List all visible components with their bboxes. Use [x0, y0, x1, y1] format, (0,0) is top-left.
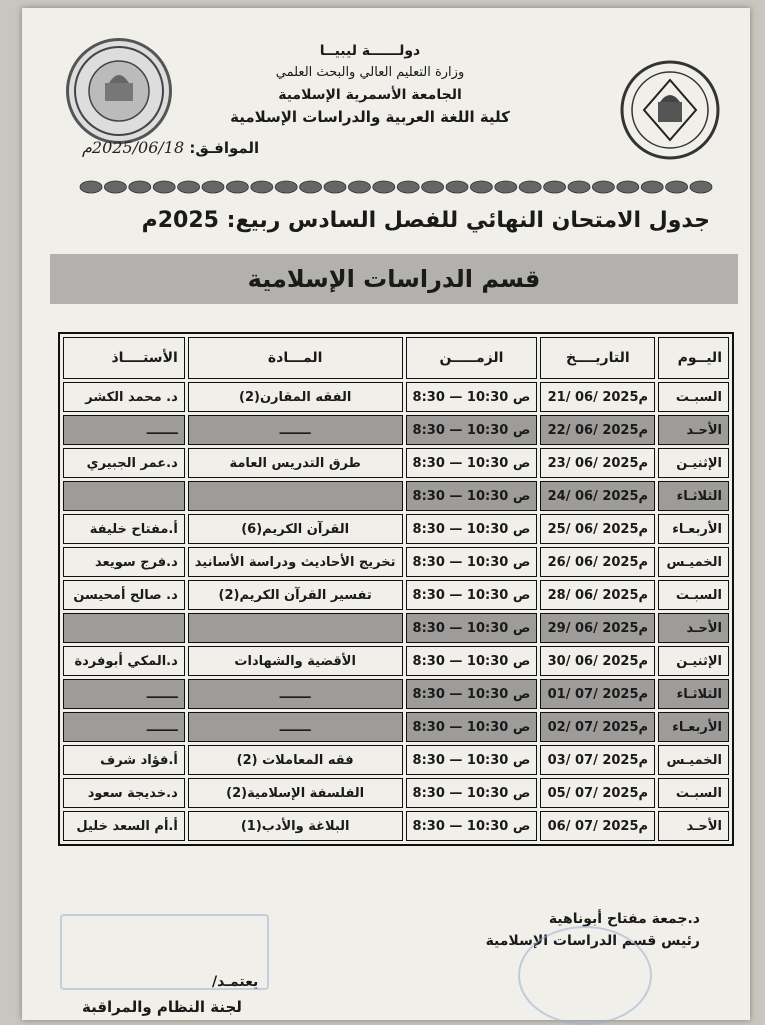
cell-day: الأحـد: [658, 811, 729, 841]
divider-oval: [690, 181, 712, 193]
divider-oval: [275, 181, 297, 193]
cell-time: 8:30 — 10:30 ص: [406, 415, 538, 445]
table-row: [63, 382, 729, 412]
cell-teacher: ـــــــ: [63, 712, 185, 742]
header-subject: المـــادة: [188, 337, 403, 379]
cell-date: 23/ 06/ 2025م: [540, 448, 655, 478]
college-logo: [66, 38, 172, 144]
table-row: [63, 481, 729, 511]
cell-date: 03/ 07/ 2025م: [540, 745, 655, 775]
approval-label: يعتمـد/: [212, 974, 259, 990]
table-row: [63, 415, 729, 445]
official-stamp-round: [518, 926, 652, 1025]
cell-day: الثلاثـاء: [658, 679, 729, 709]
divider-oval: [470, 181, 492, 193]
cell-time: 8:30 — 10:30 ص: [406, 382, 538, 412]
divider-oval: [446, 181, 468, 193]
divider-oval: [544, 181, 566, 193]
cell-time: 8:30 — 10:30 ص: [406, 646, 538, 676]
cell-day: الأربعـاء: [658, 712, 729, 742]
cell-date: 02/ 07/ 2025م: [540, 712, 655, 742]
divider-oval: [568, 181, 590, 193]
cell-subject: القرآن الكريم(6): [188, 514, 403, 544]
cell-date: 29/ 06/ 2025م: [540, 613, 655, 643]
divider-oval: [373, 181, 395, 193]
cell-date: 28/ 06/ 2025م: [540, 580, 655, 610]
cell-day: السبـت: [658, 382, 729, 412]
header-teacher: الأستــــاذ: [63, 337, 185, 379]
cell-date: 26/ 06/ 2025م: [540, 547, 655, 577]
cell-subject: ـــــــ: [188, 415, 403, 445]
cell-date: 25/ 06/ 2025م: [540, 514, 655, 544]
cell-teacher: د.خديجة سعود: [63, 778, 185, 808]
decorative-divider: [77, 176, 717, 198]
cell-day: الخميـس: [658, 547, 729, 577]
header-time: الزمـــــن: [406, 337, 538, 379]
cell-teacher: أ.مفتاح خليفة: [63, 514, 185, 544]
cell-subject: ـــــــ: [188, 712, 403, 742]
cell-teacher: [63, 481, 185, 511]
table-header-row: [63, 337, 729, 379]
college-name: كلية اللغة العربية والدراسات الإسلامية: [230, 108, 510, 126]
cell-date: 01/ 07/ 2025م: [540, 679, 655, 709]
divider-oval: [422, 181, 444, 193]
cell-teacher: د.فرج سويعد: [63, 547, 185, 577]
cell-time: 8:30 — 10:30 ص: [406, 778, 538, 808]
cell-date: 21/ 06/ 2025م: [540, 382, 655, 412]
cell-subject: ـــــــ: [188, 679, 403, 709]
cell-time: 8:30 — 10:30 ص: [406, 811, 538, 841]
divider-oval: [202, 181, 224, 193]
cell-day: الأحـد: [658, 415, 729, 445]
cell-time: 8:30 — 10:30 ص: [406, 448, 538, 478]
department-banner: قسم الدراسات الإسلامية: [50, 254, 738, 304]
cell-teacher: د.المكي أبوفردة: [63, 646, 185, 676]
cell-subject: الفلسفة الإسلامية(2): [188, 778, 403, 808]
exam-title: جدول الامتحان النهائي للفصل السادس ربيع: 2025م: [141, 208, 710, 233]
cell-date: 05/ 07/ 2025م: [540, 778, 655, 808]
cell-time: 8:30 — 10:30 ص: [406, 613, 538, 643]
table-row: [63, 448, 729, 478]
table-row: [63, 745, 729, 775]
cell-date: 24/ 06/ 2025م: [540, 481, 655, 511]
cell-subject: الفقه المقارن(2): [188, 382, 403, 412]
divider-oval: [592, 181, 614, 193]
cell-day: الأحـد: [658, 613, 729, 643]
header-day: اليــوم: [658, 337, 729, 379]
table-row: [63, 811, 729, 841]
cell-day: السبـت: [658, 778, 729, 808]
table-row: [63, 778, 729, 808]
header-date: التاريــــخ: [540, 337, 655, 379]
cell-time: 8:30 — 10:30 ص: [406, 679, 538, 709]
cell-date: 06/ 07/ 2025م: [540, 811, 655, 841]
cell-subject: [188, 481, 403, 511]
cell-teacher: د. صالح أمحيسن: [63, 580, 185, 610]
date-label: الموافـق:: [189, 139, 260, 157]
cell-time: 8:30 — 10:30 ص: [406, 745, 538, 775]
cell-teacher: أ.أم السعد خليل: [63, 811, 185, 841]
cell-date: 30/ 06/ 2025م: [540, 646, 655, 676]
cell-day: الثلاثـاء: [658, 481, 729, 511]
divider-oval: [617, 181, 639, 193]
date-value: 2025/06/18م: [82, 138, 185, 157]
cell-day: الإثنيـن: [658, 646, 729, 676]
table-row: [63, 580, 729, 610]
divider-oval: [348, 181, 370, 193]
cell-day: الأربعـاء: [658, 514, 729, 544]
cell-subject: تخريج الأحاديث ودراسة الأسانيد: [188, 547, 403, 577]
cell-date: 22/ 06/ 2025م: [540, 415, 655, 445]
signatory-name: د.جمعة مفتاح أبوناهية: [548, 911, 700, 927]
committee-name: لجنة النظام والمراقبة: [82, 998, 242, 1016]
cell-time: 8:30 — 10:30 ص: [406, 481, 538, 511]
divider-oval: [324, 181, 346, 193]
table-row: [63, 613, 729, 643]
divider-oval: [519, 181, 541, 193]
cell-subject: [188, 613, 403, 643]
cell-teacher: د. محمد الكشر: [63, 382, 185, 412]
university-name: الجامعة الأسمرية الإسلامية: [278, 87, 462, 103]
divider-oval: [641, 181, 663, 193]
cell-teacher: د.عمر الجبيري: [63, 448, 185, 478]
document-sheet: [22, 8, 750, 1020]
cell-teacher: ـــــــ: [63, 415, 185, 445]
cell-time: 8:30 — 10:30 ص: [406, 580, 538, 610]
cell-day: السبـت: [658, 580, 729, 610]
cell-subject: الأقضية والشهادات: [188, 646, 403, 676]
divider-oval: [153, 181, 175, 193]
cell-day: الإثنيـن: [658, 448, 729, 478]
divider-oval: [178, 181, 200, 193]
cell-subject: طرق التدريس العامة: [188, 448, 403, 478]
table-row: [63, 679, 729, 709]
divider-oval: [495, 181, 517, 193]
ministry-name: وزارة التعليم العالي والبحث العلمي: [275, 65, 465, 80]
letterhead: [180, 40, 560, 128]
cell-time: 8:30 — 10:30 ص: [406, 547, 538, 577]
cell-teacher: ـــــــ: [63, 679, 185, 709]
table-row: [63, 712, 729, 742]
university-logo: [610, 58, 730, 163]
cell-teacher: [63, 613, 185, 643]
cell-teacher: أ.فؤاد شرف: [63, 745, 185, 775]
exam-schedule-table: [58, 332, 734, 846]
table-row: [63, 646, 729, 676]
signatory-role: رئيس قسم الدراسات الإسلامية: [485, 933, 700, 949]
cell-day: الخميـس: [658, 745, 729, 775]
divider-oval: [300, 181, 322, 193]
document-date: [82, 138, 259, 157]
cell-time: 8:30 — 10:30 ص: [406, 712, 538, 742]
divider-oval: [251, 181, 273, 193]
divider-oval: [397, 181, 419, 193]
cell-subject: البلاغة والأدب(1): [188, 811, 403, 841]
divider-oval: [226, 181, 248, 193]
divider-oval: [129, 181, 151, 193]
cell-subject: تفسير القرآن الكريم(2): [188, 580, 403, 610]
divider-oval: [104, 181, 126, 193]
divider-oval: [666, 181, 688, 193]
cell-subject: فقه المعاملات (2): [188, 745, 403, 775]
cell-time: 8:30 — 10:30 ص: [406, 514, 538, 544]
table-row: [63, 547, 729, 577]
state-name: دولــــــة ليبيــا: [319, 43, 421, 59]
table-row: [63, 514, 729, 544]
divider-oval: [80, 181, 102, 193]
